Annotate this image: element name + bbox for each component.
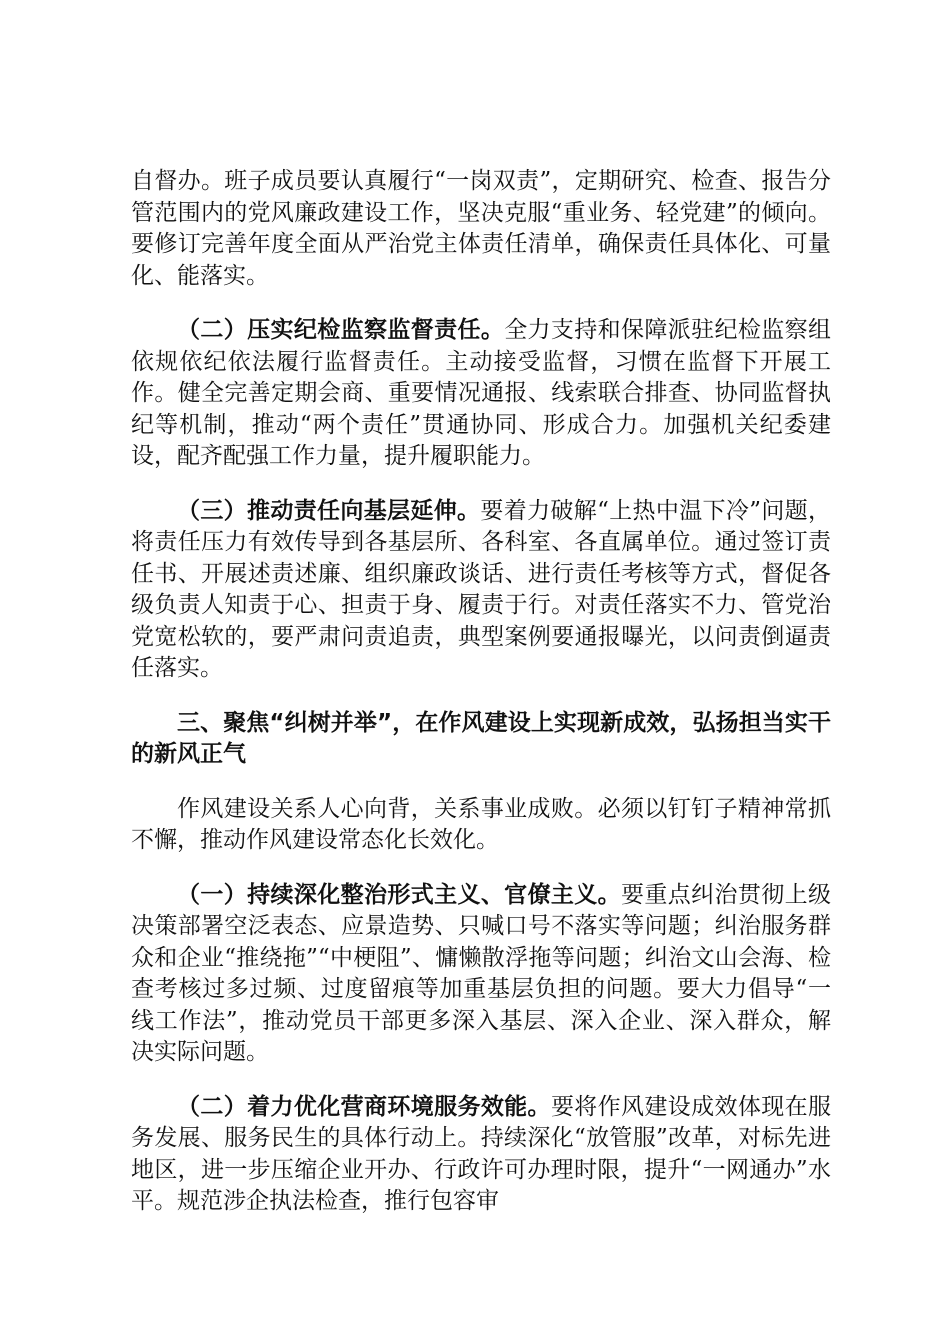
paragraph-lead-heading: （三）推动责任向基层延伸。 [177, 497, 481, 524]
body-paragraph [131, 166, 831, 292]
paragraph-lead-heading: （二）压实纪检监察监督责任。 [177, 317, 505, 343]
paragraph-text: 自督办。班子成员要认真履行“一岗双责”，定期研究、检查、报告分管范围内的党风廉政建设工作，坚决克服“重业务、轻党建”的倾向。要修订完善年度全面从严治党主体责任清单，确保责任具体化、可量化、能落实。 [131, 168, 831, 289]
body-paragraph [131, 1092, 831, 1218]
paragraph-text: 要重点纠治贯彻上级决策部署空泛表态、应景造势、只喊口号不落实等问题；纠治服务群众和企业“推绕拖”“中梗阻”、慵懒散浮拖等问题；纠治文山会海、检查考核过多过频、过度留痕等加重基层负担的问题。要大力倡导“一线工作法”，推动党员干部更多深入基层、深入企业、深入群众，解决实际问题。 [131, 881, 832, 1065]
paragraph-text: 作风建设关系人心向背，关系事业成败。必须以钉钉子精神常抓不懈，推动作风建设常态化长效化。 [131, 795, 831, 853]
paragraph-lead-heading: （二）着力优化营商环境服务效能。 [177, 1093, 551, 1120]
paragraph-text: 要将作风建设成效体现在服务发展、服务民生的具体行动上。持续深化“放管服”改革，对标先进地区，进一步压缩企业开办、行政许可办理时限，提升“一网通办”水平。规范涉企执法检查，推行包容审 [131, 1093, 832, 1214]
body-paragraph [131, 315, 831, 473]
section-heading: 三、聚焦“纠树并举”，在作风建设上实现新成效，弘扬担当实干的新风正气 [131, 709, 831, 767]
paragraph-lead-heading: （一）持续深化整治形式主义、官僚主义。 [177, 881, 622, 908]
body-paragraph [131, 496, 831, 685]
body-paragraph [131, 880, 831, 1069]
document-page [131, 166, 831, 1241]
paragraph-text: 全力支持和保障派驻纪检监察组依规依纪依法履行监督责任。主动接受监督，习惯在监督下开展工作。健全完善定期会商、重要情况通报、线索联合排查、协同监督执纪等机制，推动“两个责任”贯通协同、形成合力。加强机关纪委建设，配齐配强工作力量，提升履职能力。 [131, 317, 832, 469]
body-paragraph [131, 794, 831, 857]
paragraph-text: 要着力破解“上热中温下冷”问题，将责任压力有效传导到各基层所、各科室、各直属单位。通过签订责任书、开展述责述廉、组织廉政谈话、进行责任考核等方式，督促各级负责人知责于心、担责于身、履责于行。对责任落实不力、管党治党宽松软的，要严肃问责追责，典型案例要通报曝光，以问责倒逼责任落实。 [131, 497, 831, 681]
